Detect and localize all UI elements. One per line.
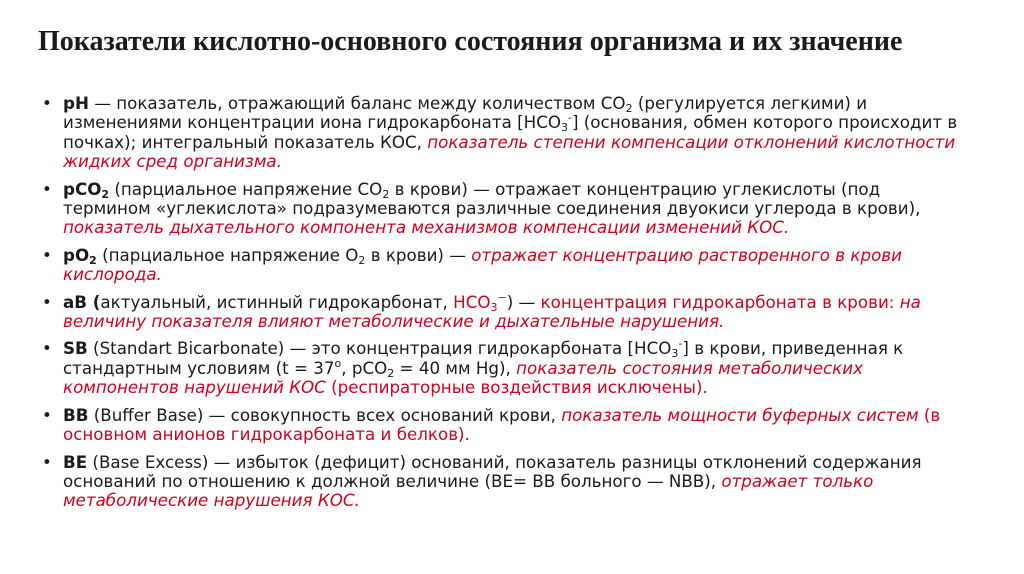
subscript: 2 <box>625 102 633 115</box>
term-be: BE <box>63 451 88 472</box>
subscript: 2 <box>382 187 390 201</box>
item-text: (регулируется легкими) и изменениями концентрации иона гидрокарбоната [HCO <box>63 93 868 133</box>
item-text: ) — <box>506 291 541 312</box>
hco3-formula <box>453 292 507 312</box>
highlight-text: отражает концентрацию растворенного в крови кислорода. <box>63 244 902 285</box>
item-text: (Buffer Base) — совокупность всех оснований крови, <box>88 404 562 425</box>
highlight-text: концентрация гидрокарбоната в крови: <box>540 291 900 312</box>
subscript: 2 <box>358 253 366 267</box>
list-item-bb <box>40 406 970 445</box>
item-text: (парциальное напряжение CO <box>109 178 383 199</box>
slide-title: Показатели кислотно-основного состояния организма и их значение <box>38 26 903 57</box>
list-item-sb <box>40 339 970 397</box>
list-item-be <box>40 453 970 511</box>
subscript: 2 <box>387 366 395 380</box>
term-pco2 <box>63 179 109 199</box>
highlight-text: показатель степени компенсации отклонений кислотности жидких сред организма. <box>63 131 956 172</box>
term-sb: SB <box>63 338 88 359</box>
item-text: (Standart Bicarbonate) — это концентрация гидрокарбоната [HCO <box>87 338 672 359</box>
item-text: = 40 мм Hg), <box>394 357 517 378</box>
subscript: 3 <box>490 300 498 314</box>
item-text: (Base Excess) — избыток (дефицит) оснований, показатель разницы отклонений содержания оснований по отношению к должной величине (BE= BB больного — NBB), <box>63 451 922 491</box>
term-ph: pH <box>63 93 89 113</box>
term-po2 <box>63 245 97 265</box>
highlight-text: отражает только метаболические нарушения КОС. <box>63 470 874 511</box>
highlight-text: показатель состояния метаболических компонентов нарушений КОС <box>63 357 863 398</box>
superscript: - <box>568 111 572 125</box>
superscript: o <box>334 356 342 370</box>
superscript: - <box>678 337 683 351</box>
item-text: в крови) — отражает концентрацию углекислоты (под термином «углекислота» подразумеваются различные соединения двуокиси углерода в крови), <box>63 178 921 219</box>
superscript: − <box>497 290 507 304</box>
highlight-text: (респираторные воздействия исключены). <box>325 377 708 398</box>
item-text: актуальный, истинный гидрокарбонат, <box>100 291 454 312</box>
list-item-ph <box>40 94 970 172</box>
item-text: ] (основания, обмен которого происходит в почках); интегральный показатель КОС, <box>63 112 958 152</box>
term-ab: aB ( <box>63 291 101 312</box>
list-item-po2 <box>40 246 970 285</box>
subscript: 2 <box>101 187 110 201</box>
highlight-text: на величину показателя влияют метаболические и дыхательные нарушения. <box>63 291 921 332</box>
term-text: pCO <box>63 178 102 199</box>
term-text: pO <box>63 244 90 265</box>
subscript: 3 <box>671 347 679 361</box>
item-text: в крови) — <box>365 244 472 265</box>
term-bb: BB <box>63 404 89 425</box>
item-text: — показатель, отражающий баланс между количеством CO <box>88 93 626 113</box>
item-text: (парциальное напряжение O <box>96 244 359 265</box>
indicators-list <box>40 94 970 519</box>
highlight-text: (в основном анионов гидрокарбоната и белков). <box>63 404 941 445</box>
item-text: ] в крови, приведенная к стандартным условиям (t = 37 <box>63 338 904 378</box>
item-text: , pCO <box>341 357 388 378</box>
subscript: 2 <box>89 253 97 267</box>
list-item-ab <box>40 290 970 332</box>
subscript: 3 <box>561 121 568 135</box>
list-item-pco2 <box>40 180 970 238</box>
highlight-text: показатель мощности буферных систем <box>561 404 919 425</box>
formula-text: HCO <box>453 291 491 312</box>
highlight-text: показатель дыхательного компонента механизмов компенсации изменений КОС. <box>63 217 790 238</box>
